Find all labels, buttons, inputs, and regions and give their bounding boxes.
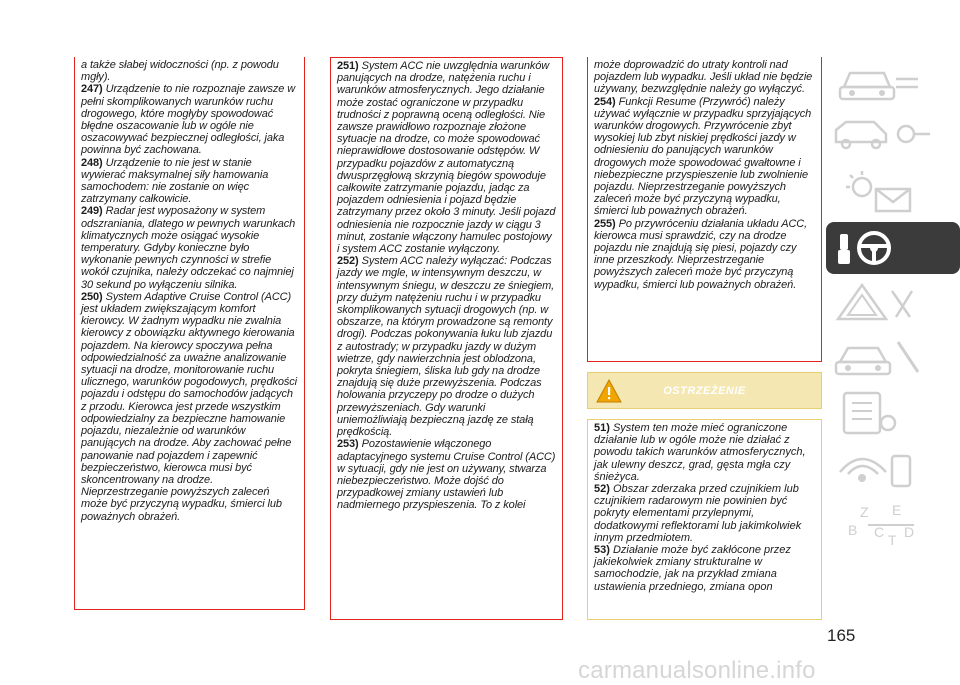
note-text: Pozostawienie włączonego adaptacyjnego systemu Cruise Control (ACC) w sytuacji, gdy nie jest on używany, stwarza niebezpieczeństwo. Może dojść do przypadkowej zmiany ustawień lub nadmiernego przyspieszenia. To z kolei [337, 438, 556, 512]
note-paragraph [594, 59, 815, 96]
note-paragraph [337, 438, 556, 511]
car-service-icon [826, 332, 960, 384]
note-number: 254) [594, 95, 616, 108]
side-tab-multimedia[interactable] [826, 442, 960, 494]
note-number: 252) [337, 255, 359, 268]
note-text: może doprowadzić do utraty kontroli nad pojazdem lub wypadku. Jeśli układ nie będzie używany, bezwzględnie należy go wyłączyć. [594, 59, 813, 96]
warning-number: 53) [594, 544, 610, 557]
note-paragraph [81, 83, 298, 156]
warning-body [587, 419, 822, 620]
warning-number: 52) [594, 483, 610, 496]
note-text: System ACC nie uwzględnia warunków panujących na drodze, natężenia ruchu i warunków atmosferycznych. Jego działanie może zostać ograniczone w przypadku trudności z poprawną oceną odległości. Nie zawsze prawidłowo rozpoznaje złożone sytuacje na drodze, co może spowodować nieprawidłowe dostosowanie odstępów. W przypadku pojazdów z automatyczną dwusprzęgłową skrzynią biegów spowoduje całkowite zatrzymanie pojazdu, jadąc za pojazdem odniesienia i pojazd będzie zatrzymany przez około 3 minuty. Jeśli pojazd odniesienia nie rozpocznie jazdy w ciągu 3 minut, zostanie włączony hamulec postojowy i system ACC zostanie wyłączony. [337, 60, 556, 256]
warning-header [587, 372, 822, 409]
warning-title: OSTRZEŻENIE [663, 384, 746, 397]
svg-text:C: C [874, 524, 885, 540]
text-column-3 [587, 57, 822, 362]
multimedia-phone-icon [826, 442, 960, 494]
side-tab-car-service[interactable] [826, 332, 960, 384]
warning-panel [587, 372, 822, 620]
warning-text: Obszar zderzaka przed czujnikiem lub czujnikiem radarowym nie powinien być pokryty elementami przylepnymi, dodatkowymi reflektorami lub jakimkolwiek innym przedmiotem. [594, 483, 802, 544]
warning-item [594, 483, 815, 544]
warning-item [594, 422, 815, 483]
note-number: 247) [81, 83, 103, 96]
warning-item [594, 544, 815, 593]
note-number: 253) [337, 438, 359, 451]
note-paragraph [81, 291, 298, 523]
car-dashboard-icon [826, 57, 960, 109]
note-number: 250) [81, 290, 103, 303]
watermark: carmanualsonline.info [578, 657, 816, 684]
note-number: 251) [337, 60, 359, 72]
note-paragraph [594, 96, 815, 218]
note-text: Po przywróceniu działania układu ACC, kierowca musi sprawdzić, czy na drodze pojazdu nie znajdują się piesi, pojazdy czy inne przeszkody. Nieprzestrzeganie powyższych zaleceń może być przyczyną wypadku, śmierci lub poważnych obrażeń. [594, 217, 808, 291]
svg-text:D: D [904, 524, 915, 540]
side-tab-car-keys[interactable] [826, 112, 960, 164]
warning-text: System ten może mieć ograniczone działanie lub w ogóle może nie działać z powodu takich warunków atmosferycznych, jak ulewny deszcz, grad, gęsta mgła czy śnieżyca. [594, 422, 806, 483]
note-text: Radar jest wyposażony w system odszraniania, dlatego w pewnych warunkach klimatycznych może osiągać wysokie temperatury. Gdyby konieczne było wykonanie pewnych czynności w strefie wokół czujnika, należy odczekać co najmniej 30 sekund po wyłączeniu silnika. [81, 205, 296, 291]
note-text: a także słabej widoczności (np. z powodu mgły). [81, 59, 279, 84]
text-column-2 [330, 57, 563, 620]
lights-warning-icon [826, 167, 960, 219]
note-text: Urządzenie to nie rozpoznaje zawsze w pełni skomplikowanych warunków ruchu drogowego, które mogłyby spowodować błędne oszacowanie lub w ogóle nie oszacowywać bezpiecznej odległości, jaka powinna być zachowana. [81, 83, 296, 157]
svg-text:Z: Z [860, 504, 869, 520]
emergency-road-icon [826, 277, 960, 329]
note-paragraph [594, 218, 815, 291]
note-paragraph [81, 59, 298, 83]
steering-wheel-key-icon [826, 222, 960, 274]
note-paragraph [337, 255, 556, 438]
side-tab-car-dashboard[interactable] [826, 57, 960, 109]
warning-triangle-icon [596, 379, 622, 403]
page-number: 165 [827, 626, 856, 645]
note-text: System ACC należy wyłączać: Podczas jazdy we mgle, w intensywnym deszczu, w intensywnym śniegu, w deszczu ze śniegiem, przy dużym natężeniu ruchu i w przypadku skomplikowanych sytuacji drogowych (np. w obszarze, na którym prowadzone są remonty drogi). Podczas pokonywania łuku lub zjazdu z autostrady; w przypadku jazdy w dużym wietrze, gdy nawierzchnia jest oblodzona, pokryta śniegiem, śliska lub gdy na drodze znajdują się duże przewyższenia. Podczas holowania przyczepy po drodze o dużych przewyższeniach. Gdy warunki uniemożliwiają bezpieczną jazdę ze stałą prędkością. [337, 255, 555, 439]
side-tab-lights-warning[interactable] [826, 167, 960, 219]
text-column-1 [74, 57, 305, 610]
note-number: 249) [81, 205, 103, 218]
car-keys-icon [826, 112, 960, 164]
warning-number: 51) [594, 422, 610, 434]
svg-text:T: T [888, 532, 897, 548]
side-tab-index[interactable] [826, 497, 960, 549]
side-tab-specifications[interactable] [826, 387, 960, 439]
note-paragraph [81, 205, 298, 290]
note-text: System Adaptive Cruise Control (ACC) jest układem zwiększającym komfort kierowcy. W żadnym wypadku nie zwalnia kierowcy z obowiązku aktywnego kierowania pojazdem. Na kierowcy spoczywa pełna odpowiedzialność za uważne analizowanie sytuacji na drodze, monitorowanie ruchu ulicznego, warunków pogodowych, prędkości pojazdu i odstępu do samochodów jadących z przodu. Kierowca jest przede wszystkim odpowiedzialny za bezpieczne hamowanie pojazdu, niezależnie od warunków panujących na drodze. Aby zachować pełne panowanie nad pojazdem i zapewnić bezpieczeństwo, kierowca musi być skoncentrowany na drodze. Nieprzestrzeganie powyższych zaleceń może być przyczyną wypadku, śmierci lub poważnych obrażeń. [81, 290, 298, 523]
warning-text: Działanie może być zakłócone przez jakiekolwiek zmiany strukturalne w samochodzie, jak na przykład zmiana ustawienia przedniego, zmiana opon [594, 544, 791, 593]
note-text: Funkcji Resume (Przywróć) należy używać wyłącznie w przypadku sprzyjających warunków drogowych. Przywrócenie zbyt wysokiej lub zbyt niskiej prędkości jazdy w odniesieniu do panujących warunków drogowych może spowodować gwałtowne i niebezpieczne przyspieszenie lub zwolnienie pojazdu. Nieprzestrzeganie powyższych zaleceń może być przyczyną wypadku, śmierci lub poważnych obrażeń. [594, 95, 812, 218]
note-paragraph [81, 157, 298, 206]
note-number: 248) [81, 156, 103, 169]
note-number: 255) [594, 217, 616, 230]
svg-text:B: B [848, 522, 858, 538]
svg-text:E: E [892, 502, 902, 518]
side-tab-steering-wheel[interactable] [826, 222, 960, 274]
alphabetical-index-icon [826, 497, 960, 549]
specifications-list-icon [826, 387, 960, 439]
side-tab-emergency[interactable] [826, 277, 960, 329]
note-text: Urządzenie to nie jest w stanie wywierać maksymalnej siły hamowania samochodem: nie zostanie on więc zatrzymany całkowicie. [81, 156, 269, 206]
note-paragraph [337, 60, 556, 255]
